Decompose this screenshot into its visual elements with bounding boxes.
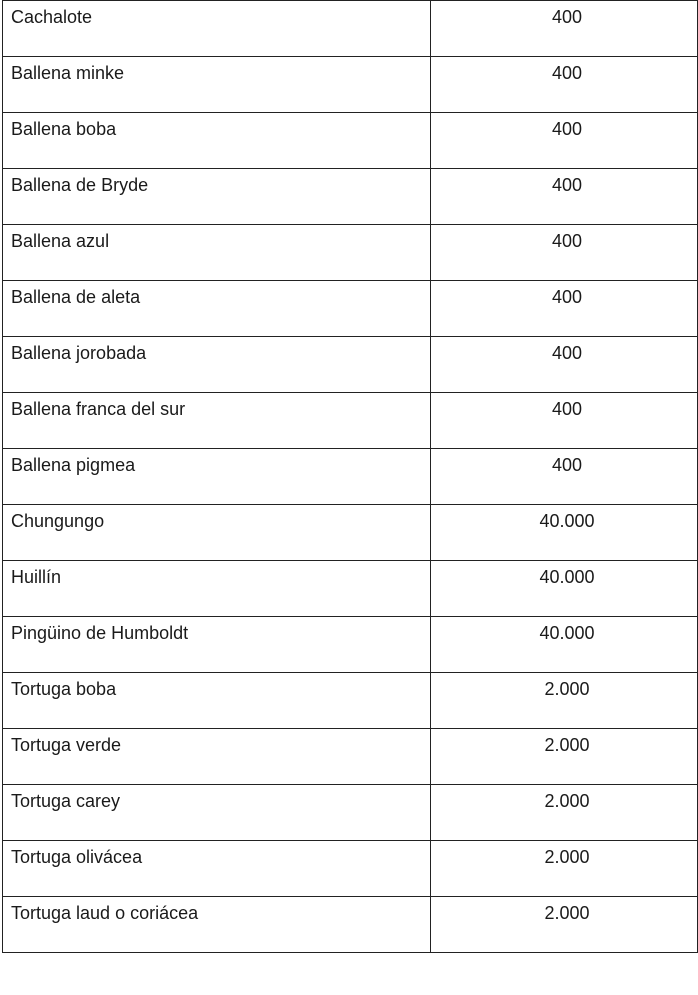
value-cell bbox=[431, 57, 698, 113]
species-name: Tortuga verde bbox=[11, 735, 122, 755]
species-cell bbox=[3, 785, 431, 841]
species-value-table bbox=[2, 0, 698, 953]
value-cell bbox=[431, 225, 698, 281]
species-value: 400 bbox=[551, 7, 583, 27]
table-row bbox=[3, 897, 698, 953]
species-name: Pingüino de Humboldt bbox=[11, 623, 189, 643]
species-value: 2.000 bbox=[544, 847, 590, 867]
value-cell bbox=[431, 1, 698, 57]
species-name: Ballena azul bbox=[11, 231, 110, 251]
value-cell bbox=[431, 785, 698, 841]
table-row bbox=[3, 1, 698, 57]
species-name: Ballena boba bbox=[11, 119, 117, 139]
value-cell bbox=[431, 841, 698, 897]
species-name: Huillín bbox=[11, 567, 62, 587]
species-name: Tortuga olivácea bbox=[11, 847, 143, 867]
species-cell bbox=[3, 57, 431, 113]
value-cell bbox=[431, 337, 698, 393]
value-cell bbox=[431, 729, 698, 785]
species-name: Ballena de Bryde bbox=[11, 175, 149, 195]
table-row bbox=[3, 169, 698, 225]
table-row bbox=[3, 505, 698, 561]
table-row bbox=[3, 337, 698, 393]
species-value: 2.000 bbox=[544, 735, 590, 755]
species-cell bbox=[3, 505, 431, 561]
species-cell bbox=[3, 897, 431, 953]
species-value: 2.000 bbox=[544, 791, 590, 811]
table-row bbox=[3, 785, 698, 841]
species-value: 400 bbox=[551, 63, 583, 83]
table-body bbox=[3, 1, 698, 953]
table-row bbox=[3, 841, 698, 897]
species-name: Ballena jorobada bbox=[11, 343, 147, 363]
species-name: Ballena minke bbox=[11, 63, 125, 83]
species-value: 400 bbox=[551, 343, 583, 363]
species-cell bbox=[3, 617, 431, 673]
value-cell bbox=[431, 449, 698, 505]
species-cell bbox=[3, 673, 431, 729]
table-row bbox=[3, 57, 698, 113]
species-cell bbox=[3, 169, 431, 225]
species-cell bbox=[3, 561, 431, 617]
species-value: 2.000 bbox=[544, 903, 590, 923]
table-row bbox=[3, 561, 698, 617]
species-cell bbox=[3, 337, 431, 393]
species-name: Cachalote bbox=[11, 7, 93, 27]
species-name: Ballena de aleta bbox=[11, 287, 141, 307]
species-value: 400 bbox=[551, 175, 583, 195]
table-row bbox=[3, 617, 698, 673]
table-row bbox=[3, 449, 698, 505]
value-cell bbox=[431, 897, 698, 953]
species-name: Tortuga boba bbox=[11, 679, 117, 699]
species-name: Tortuga carey bbox=[11, 791, 121, 811]
species-cell bbox=[3, 449, 431, 505]
species-value: 400 bbox=[551, 119, 583, 139]
species-value: 400 bbox=[551, 399, 583, 419]
value-cell bbox=[431, 617, 698, 673]
table-row bbox=[3, 225, 698, 281]
species-cell bbox=[3, 225, 431, 281]
species-value: 40.000 bbox=[539, 567, 595, 587]
species-cell bbox=[3, 393, 431, 449]
species-value: 40.000 bbox=[539, 511, 595, 531]
species-value: 40.000 bbox=[539, 623, 595, 643]
species-cell bbox=[3, 729, 431, 785]
species-value: 400 bbox=[551, 455, 583, 475]
species-cell bbox=[3, 1, 431, 57]
species-name: Chungungo bbox=[11, 511, 105, 531]
value-cell bbox=[431, 393, 698, 449]
species-value: 2.000 bbox=[544, 679, 590, 699]
value-cell bbox=[431, 673, 698, 729]
table-row bbox=[3, 673, 698, 729]
value-cell bbox=[431, 561, 698, 617]
value-cell bbox=[431, 113, 698, 169]
species-name: Ballena pigmea bbox=[11, 455, 136, 475]
value-cell bbox=[431, 505, 698, 561]
species-cell bbox=[3, 113, 431, 169]
species-value: 400 bbox=[551, 231, 583, 251]
table-row bbox=[3, 281, 698, 337]
value-cell bbox=[431, 281, 698, 337]
table-row bbox=[3, 113, 698, 169]
species-name: Tortuga laud o coriácea bbox=[11, 903, 199, 923]
value-cell bbox=[431, 169, 698, 225]
species-cell bbox=[3, 841, 431, 897]
species-name: Ballena franca del sur bbox=[11, 399, 186, 419]
table-row bbox=[3, 729, 698, 785]
species-value: 400 bbox=[551, 287, 583, 307]
species-cell bbox=[3, 281, 431, 337]
table-row bbox=[3, 393, 698, 449]
